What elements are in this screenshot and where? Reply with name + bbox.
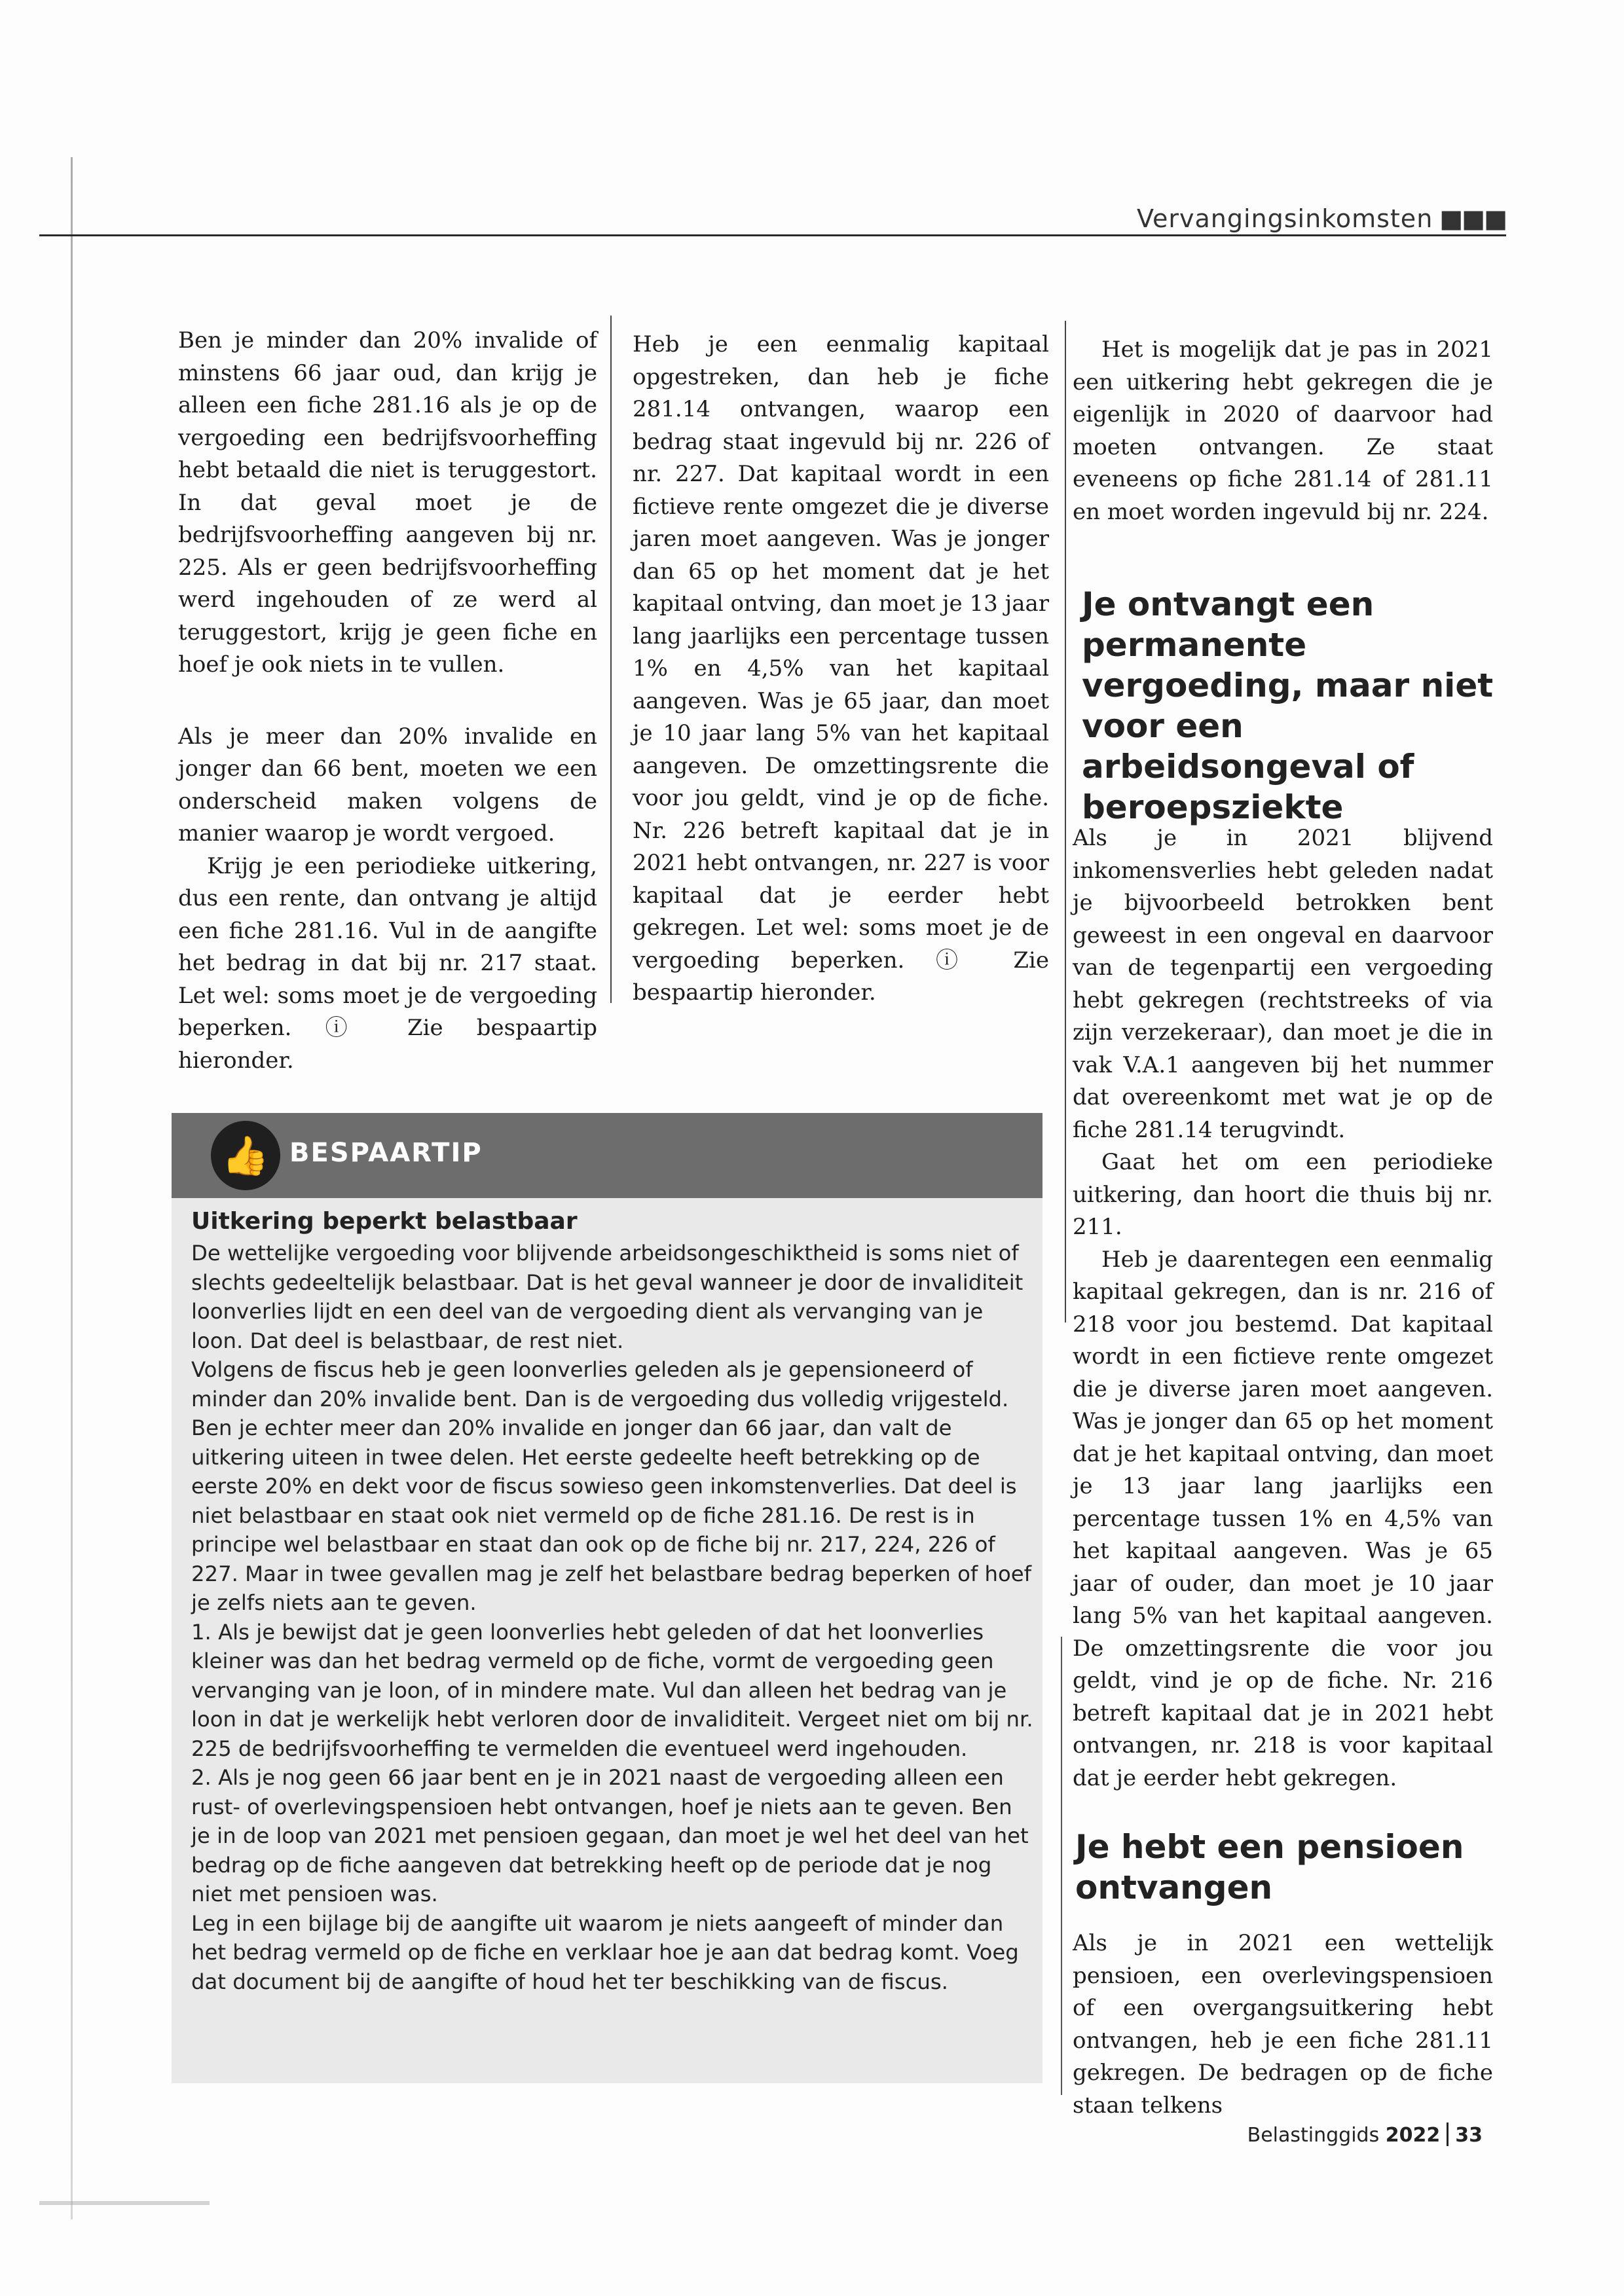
tip-paragraph-1: De wettelijke vergoeding voor blijvende arbeidsongeschiktheid is soms niet of slechts gedeeltelijk belastbaar. Dat is het geval wanneer je door de invaliditeit loonverlies lijdt en een deel van de vergoeding dient als vervanging van je loon. Dat deel is belastbaar, de rest niet.	[191, 1241, 1024, 1353]
column-3-intro	[1073, 334, 1493, 528]
tip-paragraph-5: Leg in een bijlage bij de aangifte uit waarom je niets aangeeft of minder dan het bedrag vermeld op de fiche en verklaar hoe je aan dat bedrag komt. Voeg dat document bij de aangifte of houd het ter beschikking van de fiscus.	[191, 1910, 1019, 1994]
column-2	[633, 329, 1049, 1010]
col1-paragraph-3: Krijg je een periodieke uitkering, dus een rente, dan ontvang je altijd een fiche 281.16. Vul in de aangifte het bedrag in dat bij nr. 217 staat. Let wel: soms moet je de vergoeding beperken. ⓘ Zie bespaartip hieronder.	[178, 852, 597, 1074]
column-1	[178, 325, 597, 1077]
bespaartip-label: BESPAARTIP	[289, 1138, 483, 1168]
col2-paragraph-1: Heb je een eenmalig kapitaal opgestreken, dan heb je fiche 281.14 ontvangen, waarop een bedrag staat ingevuld bij nr. 226 of nr. 227. Dat kapitaal wordt in een fictieve rente omgezet die je diverse jaren moet aangeven. Was je jonger dan 65 op het moment dat je het kapitaal ontving, dan moet je 13 jaar lang jaarlijks een percentage tussen 1% en 4,5% van het kapitaal aangeven. Was je 65 jaar, dan moet je 10 jaar lang 5% van het kapitaal aangeven. De omzettingsrente die voor jou geldt, vind je op de fiche. Nr. 226 betreft kapitaal dat je in 2021 hebt ontvangen, nr. 227 is voor kapitaal dat je eerder hebt gekregen. Let wel: soms moet je de vergoeding beperken. ⓘ Zie bespaartip hieronder.	[633, 331, 1049, 1006]
column-3-body	[1073, 822, 1493, 1795]
publication-name: Belastinggids	[1247, 2124, 1380, 2147]
tip-paragraph-4: 2. Als je nog geen 66 jaar bent en je in 2021 naast de vergoeding alleen een rust- of overlevingspensioen hebt ontvangen, hoef je niets aan te geven. Ben je in de loop van 2021 met pensioen gegaan, dan moet je wel het deel van het bedrag op de fiche aangeven dat betrekking heeft op de periode dat je nog niet met pensioen was.	[191, 1765, 1029, 1906]
publication-year: 2022	[1385, 2124, 1441, 2147]
heading-pensioen: Je hebt een pensioen ontvangen	[1075, 1828, 1464, 1906]
col1-paragraph-1: Ben je minder dan 20% invalide of minstens 66 jaar oud, dan krijg je alleen een fiche 281.16 als je op de vergoeding een bedrijfsvoorheffing hebt betaald die niet is teruggestort. In dat geval moet je de bedrijfsvoorheffing aangeven bij nr. 225. Als er geen bedrijfsvoorheffing werd ingehouden of ze werd al teruggestort, krijg je geen fiche en hoef je ook niets in te vullen.	[178, 327, 597, 678]
col1-paragraph-2: Als je meer dan 20% invalide en jonger dan 66 bent, moeten we een onderscheid maken volgens de manier waarop je wordt vergoed.	[178, 723, 597, 847]
header-marker: ■■■	[1439, 204, 1506, 233]
page-number: 33	[1455, 2124, 1483, 2147]
scan-edge-mark	[71, 157, 73, 2219]
column-divider-1	[610, 316, 612, 1003]
col3-paragraph-4: Heb je daarentegen een eenmalig kapitaal gekregen, dan is nr. 216 of 218 voor jou bestemd. Dat kapitaal wordt in een fictieve rente omgezet die je diverse jaren moet aangeven. Was je jonger dan 65 op het moment dat je het kapitaal ontving, dan moet je 13 jaar lang jaarlijks een percentage tussen 1% en 4,5% van het kapitaal aangeven. Was je 65 jaar of ouder, dan moet je 10 jaar lang 5% van het kapitaal aangeven. De omzettingsrente die voor jou geldt, vind je op de fiche. Nr. 216 betreft kapitaal dat je in 2021 hebt ontvangen, nr. 218 is voor kapitaal dat je eerder hebt gekregen.	[1073, 1246, 1493, 1791]
column-3-pension	[1073, 1927, 1493, 2122]
header-rule	[39, 234, 1506, 236]
bespaartip-content	[191, 1205, 1036, 1996]
page-footer	[1247, 2123, 1483, 2147]
column-divider-3	[1061, 1637, 1062, 2095]
bespaartip-title: Uitkering beperkt belastbaar	[191, 1208, 578, 1235]
thumbs-up-icon: 👍	[211, 1121, 280, 1190]
bespaartip-box	[172, 1113, 1043, 2083]
running-header	[1137, 204, 1506, 233]
col3-paragraph-3: Gaat het om een periodieke uitkering, dan hoort die thuis bij nr. 211.	[1073, 1149, 1493, 1240]
col3-paragraph-1: Het is mogelijk dat je pas in 2021 een uitkering hebt gekregen die je eigenlijk in 2020 of daarvoor had moeten ontvangen. Ze staat eveneens op fiche 281.14 of 281.11 en moet worden ingevuld bij nr. 224.	[1073, 337, 1493, 525]
heading-permanente-vergoeding: Je ontvangt een permanente vergoeding, maar niet voor een arbeidsongeval of beroepsziekte	[1082, 585, 1494, 826]
scan-bottom-mark	[39, 2201, 210, 2205]
bespaartip-banner	[172, 1113, 1043, 1198]
col3-paragraph-2: Als je in 2021 blijvend inkomensverlies hebt geleden nadat je bijvoorbeeld betrokken bent geweest in een ongeval en daarvoor van de tegenpartij een vergoeding hebt gekregen (rechtstreeks of via zijn verzekeraar), dan moet je die in vak V.A.1 aangeven bij het nummer dat overeenkomt met wat je op de fiche 281.14 terugvindt.	[1073, 825, 1493, 1143]
tip-paragraph-2: Volgens de fiscus heb je geen loonverlies geleden als je gepensioneerd of minder dan 20% invalide bent. Dan is de vergoeding dus volledig vrijgesteld. Ben je echter meer dan 20% invalide en jonger dan 66 jaar, dan valt de uitkering uiteen in twee delen. Het eerste gedeelte heeft betrekking op de eerste 20% en dekt voor de fiscus sowieso geen inkomstenverlies. Dat deel is niet belastbaar en staat ook niet vermeld op de fiche 281.16. De rest is in principe wel belastbaar en staat dan ook op de fiche bij nr. 217, 224, 226 of 227. Maar in twee gevallen mag je zelf het belastbare bedrag beperken of hoef je zelfs niets aan te geven.	[191, 1357, 1031, 1615]
footer-divider	[1447, 2123, 1449, 2146]
col3-paragraph-5: Als je in 2021 een wettelijk pensioen, een overlevingspensioen of een overgangsuitkering hebt ontvangen, heb je een fiche 281.11 gekregen. De bedragen op de fiche staan telkens	[1073, 1930, 1493, 2119]
tip-paragraph-3: 1. Als je bewijst dat je geen loonverlies hebt geleden of dat het loonverlies kleiner was dan het bedrag vermeld op de fiche, vormt de vergoeding geen vervanging van je loon, of in mindere mate. Vul dan alleen het bedrag van je loon in dat je werkelijk hebt verloren door de invaliditeit. Vergeet niet om bij nr. 225 de bedrijfsvoorheffing te vermelden die eventueel werd ingehouden.	[191, 1619, 1033, 1761]
section-title: Vervangingsinkomsten	[1136, 204, 1433, 233]
column-divider-2	[1065, 321, 1066, 1322]
